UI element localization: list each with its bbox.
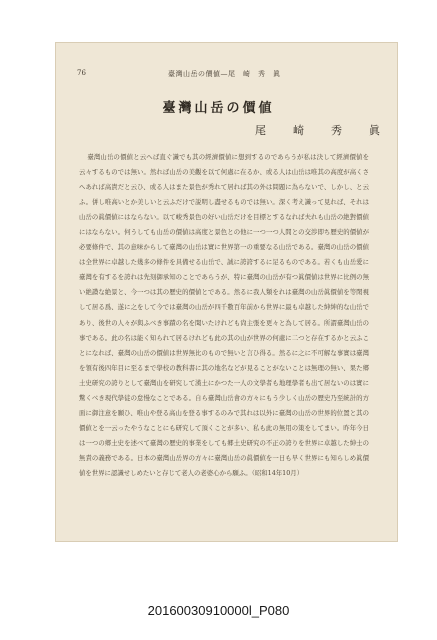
article-author: 尾 崎 秀 眞: [255, 124, 388, 137]
article-body: 臺灣山岳の價値と云へば直ぐ識でも其の經濟價値に想到するのであらうが私は決して經濟價値を云々するものでは無い。然れば山岳の美觀を以て何處に在るか、或る人は山岳は唯其の高度が高くさへあれば高貴だと云ひ、或る人はまた景色が秀れて居れば其の外は問題に為らないで、しかし、と云ふ。併し唯高いとか美しいと云ふだけで説明し盡せるものでは無い。深く考え識って見れば、それは山岳の眞價値にはならない。以て峻秀景色の好い山岳だけを目標とするなれば夫れも山岳の絶對價値にはならない。何うしても山岳の價値は高度と景色との他に一つ一つ人間との交渉即ち歷史的價値が必要條件で、其の意味からして臺灣の山岳は實に世界第一の重要なる山岳である。臺灣の山岳の價値は全世界に卓越した幾多の條件を具備せる山岳で、誠に誇誇するに足るものである。若くも山岳愛に臺灣を有するを誇れは先刻御承知のことであらうが、特に臺灣の山岳が有つ眞價値は世界に比例の無い絶讚な絶景と、今一つは其の歷史的價値とである。然るに我人類をれは臺灣の山岳眞價値を等閑視して居る爲、遂に之をして今では臺灣の山岳が四千數百年前から世界に最も卓越した紳紳的な山岳であり、後世の人々が與ふべき事蹟の名を聞いたけれども尙主張を更々と為して居る。所謂臺灣山岳の事である。此の名は能く知られて居るけれども此の其の山が世界の何處に二つと存在するかと云ふことになれば、臺灣の山岳の價値は世界無比のもので無いと言ひ得る。然るに之に不可解な事實は臺灣を領有後四年目に至るまで學校の教科書に其の地名などが見ることがないことは無理の無い、果た郷土史研究の誇りとして臺灣山を研究して漢土にかつた一人の文學者も地理學者も出て居ないのは實に驚くべき現代學徒の怠慢なことである。自ら臺灣山岳會の方々にもう少しく山岳の歷史乃至統計的方面に御注意を願ひ、唯山や登る高山を登る事するのみで其れは以外に臺灣の山岳の世界的位置と其の價値とを一云ったやうなことにも研究して頂くことが多い、私も此の無用の策をしてまい。昨年今日は一つの郷土史を述べて臺灣の歷史的事業をしても郷土史研究の不正の誇りを世界に卓越した紳士の無責の義務である。日本の臺灣山岳界の方々に臺灣山岳の眞價値を一日も早く世界にも知らしめ眞價値を世界に認識せしめたいと存じて老人の老婆心から願ふ。（昭和14年10月）: [79, 153, 369, 477]
running-header: 臺灣山岳の價値—尾 崎 秀 眞: [168, 70, 281, 78]
page-number: 76: [77, 69, 86, 77]
image-caption: 20160030910000l_P080: [147, 603, 290, 618]
article-title: 臺灣山岳の價値: [162, 101, 275, 116]
